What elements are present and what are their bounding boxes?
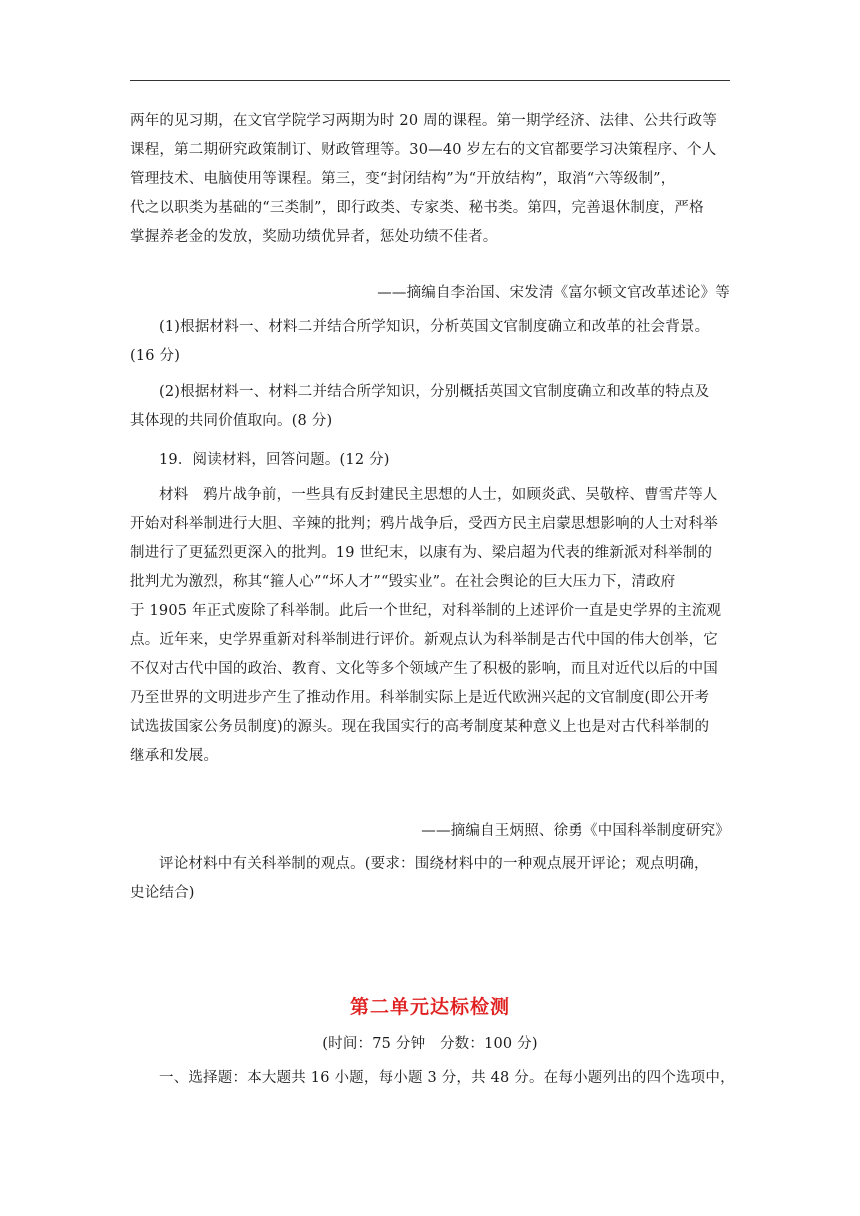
text-line: 评论材料中有关科举制的观点。(要求：围绕材料中的一种观点展开评论；观点明确，	[159, 856, 709, 872]
material-one-continued	[130, 107, 730, 252]
text-line: 史论结合)	[130, 885, 195, 901]
text-line: 其体现的共同价值取向。(8 分)	[130, 413, 333, 429]
text-line: (2)根据材料一、材料二并结合所学知识，分别概括英国文官制度确立和改革的特点及	[159, 384, 710, 400]
text-line: 试选拔国家公务员制度)的源头。现在我国实行的高考制度某种意义上也是对古代科举制的	[130, 719, 710, 735]
text-line: 两年的见习期，在文官学院学习两期为时 20 周的课程。第一期学经济、法律、公共行政等	[130, 113, 718, 129]
material-source: ——摘编自李治国、宋发清《富尔顿文官改革述论》等	[377, 285, 730, 301]
section-one-instructions: 一、选择题：本大题共 16 小题，每小题 3 分，共 48 分。在每小题列出的四个选项中，	[159, 1070, 735, 1086]
text-line: (16 分)	[130, 348, 181, 364]
text-line: 继承和发展。	[130, 748, 219, 764]
text-line: 开始对科举制进行大胆、辛辣的批判；鸦片战争后，受西方民主启蒙思想影响的人士对科举	[130, 516, 718, 532]
q19-material	[130, 481, 730, 771]
text-line: 于 1905 年正式废除了科举制。此后一个世纪，对科举制的上述评价一直是史学界的主流观	[130, 603, 722, 619]
q18-sub1	[130, 313, 730, 371]
text-line: 掌握养老金的发放，奖励功绩优异者，惩处功绩不佳者。	[130, 229, 498, 245]
text-line: 点。近年来，史学界重新对科举制进行评价。新观点认为科举制是古代中国的伟大创举，它	[130, 632, 718, 648]
q19-task	[130, 850, 730, 908]
text-line: 管理技术、电脑使用等课程。第三，变“封闭结构”为“开放结构”，取消“六等级制”，	[130, 171, 676, 187]
unit-title: 第二单元达标检测	[349, 996, 510, 1018]
q19-source: ——摘编自王炳照、徐勇《中国科举制度研究》	[421, 823, 730, 839]
unit-meta: (时间：75 分钟 分数：100 分)	[322, 1036, 538, 1052]
q19-heading: 19．阅读材料，回答问题。(12 分)	[159, 452, 390, 468]
text-line: 制进行了更猛烈更深入的批判。19 世纪末，以康有为、梁启超为代表的维新派对科举制的	[130, 545, 713, 561]
text-line: 乃至世界的文明进步产生了推动作用。科举制实际上是近代欧洲兴起的文官制度(即公开考	[130, 690, 710, 706]
text-line: 代之以职类为基础的“三类制”，即行政类、专家类、秘书类。第四，完善退休制度，严格	[130, 200, 704, 216]
q18-sub2	[130, 378, 730, 436]
text-line: 课程，第二期研究政策制订、财政管理等。30—40 岁左右的文官都要学习决策程序、个人	[130, 142, 717, 158]
text-line: 批判尤为激烈，称其“箍人心”“坏人才”“毁实业”。在社会舆论的巨大压力下，清政府	[130, 574, 676, 590]
text-line: 不仅对古代中国的政治、教育、文化等多个领域产生了积极的影响，而且对近代以后的中国	[130, 661, 718, 677]
text-line: 材料 鸦片战争前，一些具有反封建民主思想的人士，如顾炎武、吴敬梓、曹雪芹等人	[159, 487, 718, 503]
header-rule	[130, 80, 730, 81]
text-line: (1)根据材料一、材料二并结合所学知识，分析英国文官制度确立和改革的社会背景。	[159, 319, 710, 335]
